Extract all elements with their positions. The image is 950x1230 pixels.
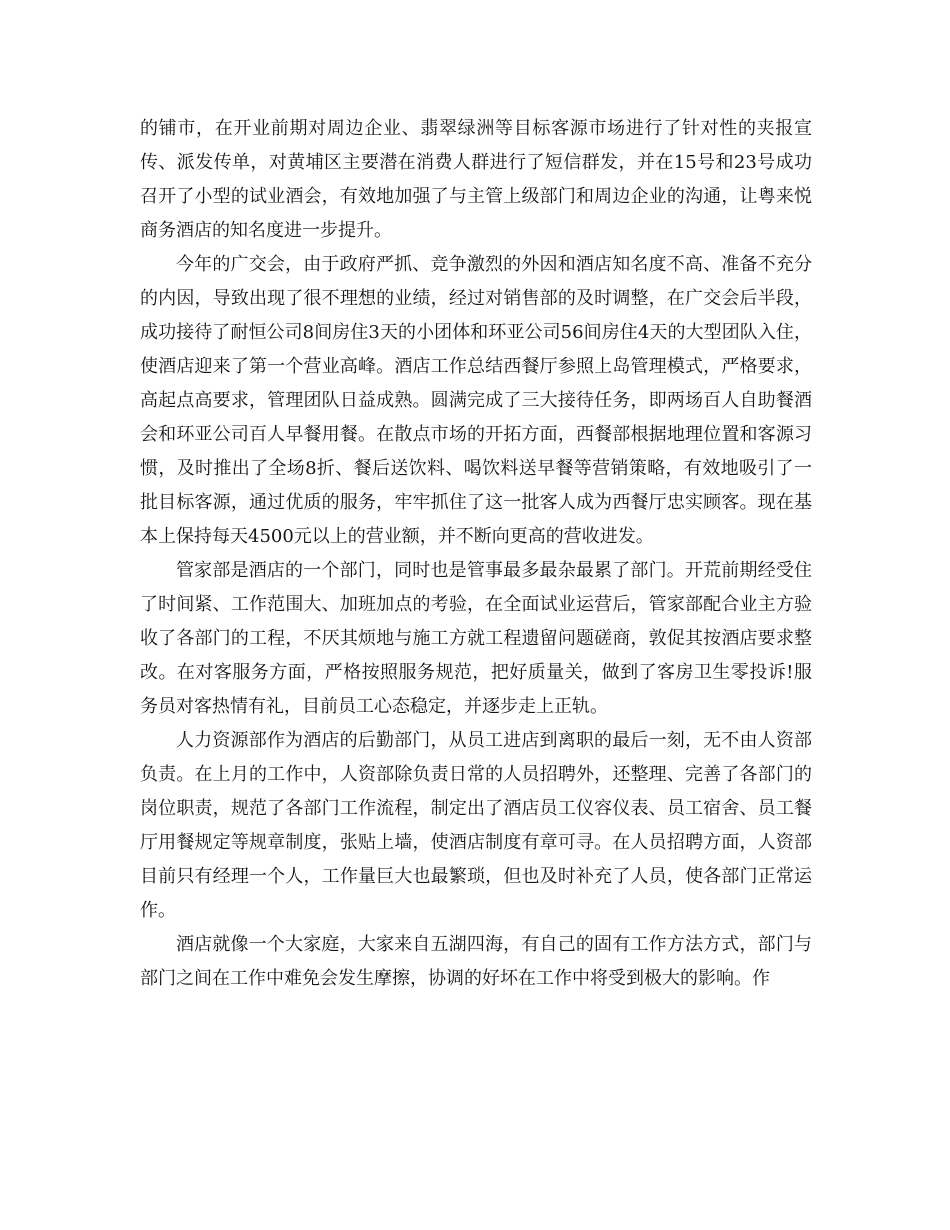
paragraph-1: 的铺市，在开业前期对周边企业、翡翠绿洲等目标客源市场进行了针对性的夹报宣传、派发传单，对黄埔区主要潜在消费人群进行了短信群发，并在15号和23号成功召开了小型的试业酒会，有效地加强了与主管上级部门和周边企业的沟通，让粤来悦商务酒店的知名度进一步提升。 bbox=[140, 118, 812, 241]
paragraph-5: 酒店就像一个大家庭，大家来自五湖四海，有自己的固有工作方法方式，部门与部门之间在工作中难免会发生摩擦，协调的好坏在工作中将受到极大的影响。作 bbox=[140, 934, 812, 989]
paragraph-2: 今年的广交会，由于政府严抓、竞争激烈的外因和酒店知名度不高、准备不充分的内因，导致出现了很不理想的业绩，经过对销售部的及时调整，在广交会后半段，成功接待了耐恒公司8间房住3天的小团体和环亚公司56间房住4天的大型团队入住，使酒店迎来了第一个营业高峰。酒店工作总结西餐厅参照上岛管理模式，严格要求，高起点高要求，管理团队日益成熟。圆满完成了三大接待任务，即两场百人自助餐酒会和环亚公司百人早餐用餐。在散点市场的开拓方面，西餐部根据地理位置和客源习惯，及时推出了全场8折、餐后送饮料、喝饮料送早餐等营销策略，有效地吸引了一批目标客源，通过优质的服务，牢牢抓住了这一批客人成为西餐厅忠实顾客。现在基本上保持每天4500元以上的营业额，并不断向更高的营收进发。 bbox=[140, 254, 812, 547]
paragraph-3: 管家部是酒店的一个部门，同时也是管事最多最杂最累了部门。开荒前期经受住了时间紧、工作范围大、加班加点的考验，在全面试业运营后，管家部配合业主方验收了各部门的工程，不厌其烦地与施工方就工程遗留问题磋商，敦促其按酒店要求整改。在对客服务方面，严格按照服务规范，把好质量关，做到了客房卫生零投诉!服务员对客热情有礼，目前员工心态稳定，并逐步走上正轨。 bbox=[140, 560, 812, 717]
document-page bbox=[140, 112, 812, 996]
paragraph-4: 人力资源部作为酒店的后勤部门，从员工进店到离职的最后一刻，无不由人资部负责。在上月的工作中，人资部除负责日常的人员招聘外，还整理、完善了各部门的岗位职责，规范了各部门工作流程，制定出了酒店员工仪容仪表、员工宿舍、员工餐厅用餐规定等规章制度，张贴上墙，使酒店制度有章可寻。在人员招聘方面，人资部目前只有经理一个人，工作量巨大也最繁琐，但也及时补充了人员，使各部门正常运作。 bbox=[140, 730, 812, 921]
